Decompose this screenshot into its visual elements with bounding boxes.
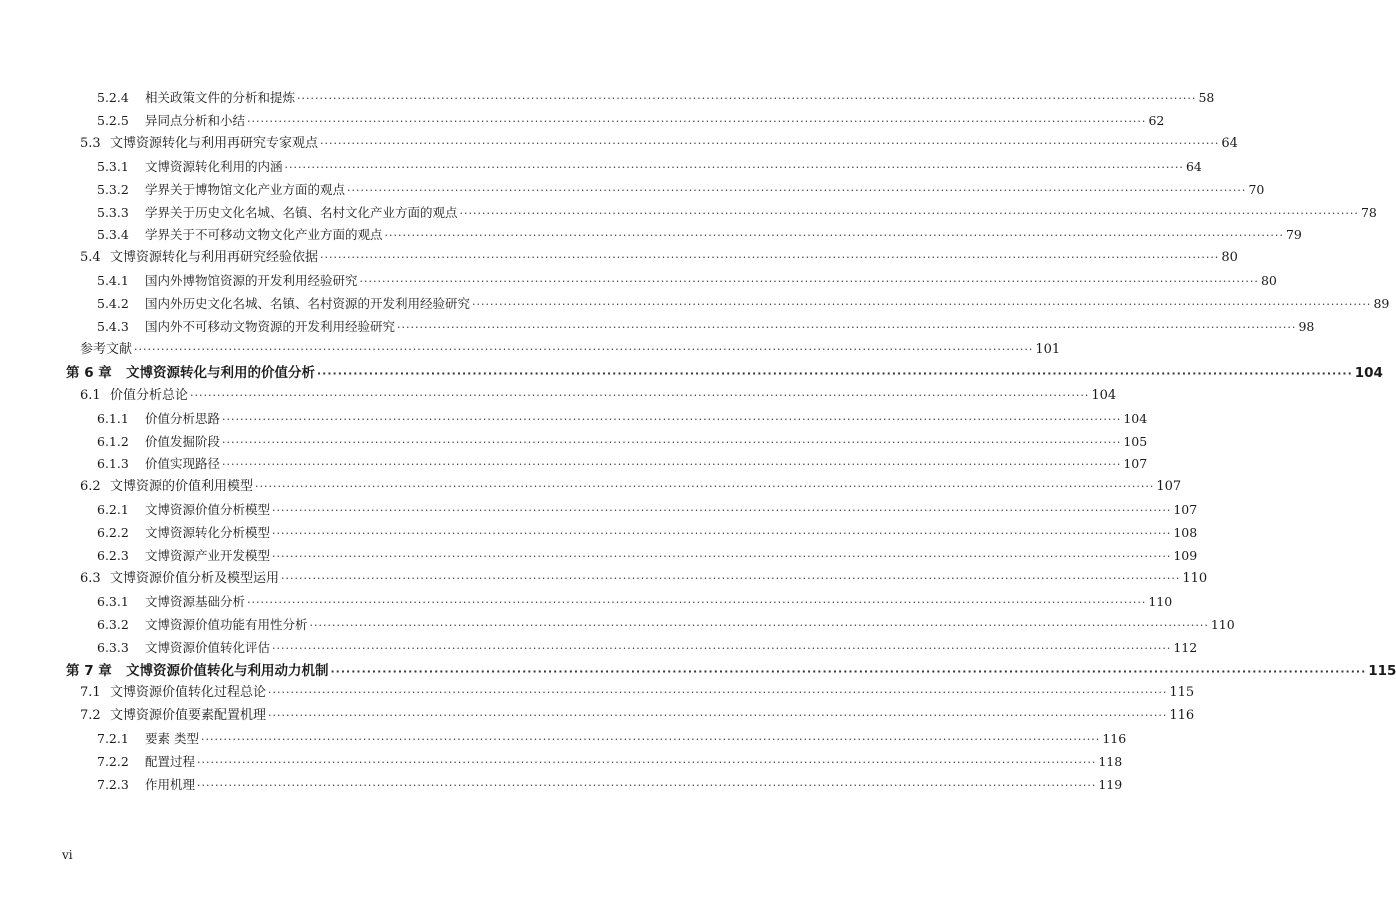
toc-entry (97, 637, 1198, 659)
toc-entry-page: 79 (1285, 227, 1302, 243)
toc-entry-page: 115 (1368, 662, 1396, 679)
toc-dot-leader: ········································································································································································································ (268, 709, 1168, 723)
toc-entry-title: 文博资源的价值利用模型 (110, 479, 254, 495)
toc-entry-number: 5.4 (80, 250, 101, 266)
toc-entry-number: 6.1.1 (97, 410, 129, 426)
toc-entry-page: 70 (1248, 181, 1265, 197)
toc-entry (80, 476, 1182, 498)
toc-entry-number: 6.2.2 (97, 525, 129, 541)
toc-dot-leader: ········································································································································································································ (272, 504, 1172, 518)
toc-dot-leader: ········································································································································································································ (317, 366, 1353, 380)
toc-entry-number: 6.2.3 (97, 548, 129, 563)
toc-entry-page: 104 (1123, 410, 1148, 426)
toc-entry-title: 国内外不可移动文物资源的开发利用经验研究 (145, 319, 396, 334)
toc-entry-title: 文博资源转化利用的内涵 (145, 158, 283, 174)
toc-dot-leader: ········································································································································································································ (330, 664, 1367, 678)
toc-entry (97, 431, 1148, 453)
toc-entry (97, 408, 1148, 430)
toc-entry-title: 价值分析总论 (110, 387, 189, 403)
toc-entry (97, 545, 1198, 567)
toc-entry-number: 5.3 (80, 135, 101, 151)
toc-dot-leader: ········································································································································································································ (320, 136, 1220, 150)
toc-entry-number: 7.2 (80, 708, 101, 724)
toc-entry-number: 5.3.1 (97, 158, 129, 174)
toc-entry-number: 6.3.3 (97, 639, 129, 655)
toc-entry-title: 文博资源价值分析模型 (145, 502, 271, 518)
toc-entry-page: 107 (1173, 502, 1198, 518)
toc-entry-number: 6.1.3 (97, 456, 129, 472)
toc-entry (97, 224, 1302, 246)
toc-entry-page: 101 (1035, 341, 1061, 357)
toc-entry-title: 文博资源价值转化过程总论 (110, 685, 267, 701)
toc-entry-number: 7.2.3 (97, 777, 129, 792)
toc-entry-title: 文博资源转化与利用的价值分析 (126, 364, 315, 381)
toc-entry (97, 110, 1165, 132)
toc-entry-number: 5.3.2 (97, 181, 129, 197)
toc-dot-leader: ········································································································································································································ (272, 527, 1172, 541)
toc-entry-title: 国内外博物馆资源的开发利用经验研究 (145, 273, 358, 289)
toc-entry (80, 385, 1117, 407)
toc-entry-page: 116 (1102, 731, 1127, 747)
toc-entry (97, 728, 1127, 750)
toc-dot-leader: ········································································································································································································ (309, 618, 1209, 632)
toc-entry-title: 文博资源转化与利用再研究经验依据 (110, 250, 319, 266)
toc-entry-number: 5.2.4 (97, 90, 129, 105)
toc-dot-leader: ········································································································································································································ (272, 550, 1172, 563)
toc-entry-title: 国内外历史文化名城、名镇、名村资源的开发利用经验研究 (145, 296, 471, 312)
toc-entry (97, 453, 1148, 475)
toc-entry-number: 7.1 (80, 685, 101, 701)
toc-entry (97, 87, 1215, 109)
toc-dot-leader: ········································································································································································································ (320, 251, 1220, 265)
toc-entry (80, 133, 1238, 155)
toc-entry-title: 文博资源价值要素配置机理 (110, 708, 267, 724)
toc-entry (97, 522, 1198, 544)
toc-dot-leader: ········································································································································································································ (284, 160, 1184, 174)
toc-dot-leader: ········································································································································································································ (272, 641, 1172, 655)
toc-entry-page: 116 (1169, 708, 1195, 724)
toc-entry (97, 774, 1123, 796)
toc-entry-page: 64 (1185, 158, 1202, 174)
toc-entry-page: 58 (1198, 90, 1215, 105)
toc-dot-leader: ········································································································································································································ (459, 206, 1359, 220)
toc-entry-title: 文博资源产业开发模型 (145, 548, 271, 563)
toc-entry (97, 591, 1173, 613)
toc-entry-number: 第 7 章 (66, 662, 112, 679)
toc-dot-leader: ········································································································································································································ (197, 756, 1097, 770)
toc-entry-number: 6.3.1 (97, 593, 129, 609)
toc-entry (97, 614, 1235, 636)
toc-chapter-entry (66, 362, 1383, 384)
toc-dot-leader: ········································································································································································································ (472, 298, 1372, 312)
toc-chapter-entry (66, 660, 1396, 682)
toc-entry-page: 104 (1091, 387, 1117, 403)
toc-entry (97, 751, 1123, 773)
toc-entry-number: 6.1.2 (97, 433, 129, 449)
toc-entry-title: 文博资源转化与利用再研究专家观点 (110, 135, 319, 151)
toc-entry-page: 110 (1182, 570, 1208, 586)
toc-entry-title: 文博资源价值分析及模型运用 (110, 570, 280, 586)
toc-entry-title: 学界关于博物馆文化产业方面的观点 (145, 181, 346, 197)
toc-dot-leader: ········································································································································································································ (190, 388, 1090, 402)
toc-dot-leader: ········································································································································································································ (222, 412, 1122, 426)
toc-entry (80, 339, 1061, 361)
toc-entry-page: 110 (1148, 593, 1173, 609)
toc-entry-title: 作用机理 (145, 777, 196, 792)
toc-entry (97, 293, 1390, 315)
toc-entry-number: 6.3 (80, 570, 101, 586)
toc-entry (97, 156, 1202, 178)
toc-entry-number: 6.3.2 (97, 616, 129, 632)
toc-entry-number: 6.2 (80, 479, 101, 495)
toc-entry-title: 文博资源转化分析模型 (145, 525, 271, 541)
toc-dot-leader: ········································································································································································································ (134, 342, 1034, 356)
toc-entry-page: 107 (1123, 456, 1148, 472)
toc-entry-title: 学界关于不可移动文物文化产业方面的观点 (145, 227, 383, 243)
toc-entry-title: 配置过程 (145, 754, 196, 770)
toc-entry-page: 118 (1098, 754, 1123, 770)
toc-entry (80, 682, 1195, 704)
toc-dot-leader: ········································································································································································································ (200, 733, 1101, 747)
toc-dot-leader: ········································································································································································································ (197, 779, 1097, 792)
toc-entry-page: 80 (1260, 273, 1277, 289)
toc-entry-number: 6.1 (80, 387, 101, 403)
toc-entry-title: 要素 类型 (145, 731, 199, 747)
toc-dot-leader: ········································································································································································································ (297, 92, 1197, 105)
toc-dot-leader: ········································································································································································································ (281, 571, 1181, 585)
toc-entry-page: 109 (1173, 548, 1198, 563)
toc-entry-title: 文博资源价值转化与利用动力机制 (126, 662, 329, 679)
toc-entry-title: 文博资源价值功能有用性分析 (145, 616, 308, 632)
toc-entry-page: 119 (1098, 777, 1123, 792)
toc-entry (97, 316, 1315, 338)
toc-entry-number: 5.4.1 (97, 273, 129, 289)
toc-entry-page: 108 (1173, 525, 1198, 541)
toc-entry-title: 价值实现路径 (145, 456, 221, 472)
toc-dot-leader: ········································································································································································································ (384, 229, 1284, 243)
toc-entry-page: 64 (1221, 135, 1238, 151)
toc-entry-number: 5.4.3 (97, 319, 129, 334)
toc-entry (97, 499, 1198, 521)
toc-entry-number: 5.2.5 (97, 112, 129, 128)
toc-entry-title: 异同点分析和小结 (145, 112, 246, 128)
toc-dot-leader: ········································································································································································································ (359, 275, 1259, 289)
toc-entry-title: 文博资源价值转化评估 (145, 639, 271, 655)
toc-dot-leader: ········································································································································································································ (255, 480, 1155, 494)
toc-dot-leader: ········································································································································································································ (222, 458, 1122, 472)
toc-entry-number: 5.3.4 (97, 227, 129, 243)
toc-entry-page: 115 (1169, 685, 1195, 701)
toc-entry (97, 179, 1265, 201)
toc-entry-title: 学界关于历史文化名城、名镇、名村文化产业方面的观点 (145, 204, 458, 220)
toc-dot-leader: ········································································································································································································ (268, 686, 1168, 700)
toc-entry-page: 78 (1360, 204, 1377, 220)
toc-entry-number: 7.2.1 (97, 731, 129, 747)
toc-entry-number: 7.2.2 (97, 754, 129, 770)
toc-entry (97, 202, 1377, 224)
toc-entry-page: 112 (1173, 639, 1198, 655)
toc-entry-page: 105 (1123, 433, 1148, 449)
toc-entry-page: 104 (1354, 364, 1383, 381)
toc-entry-page: 107 (1156, 479, 1182, 495)
toc-entry (80, 568, 1208, 590)
toc-entry-number: 5.4.2 (97, 296, 129, 312)
toc-entry-number: 5.3.3 (97, 204, 129, 220)
toc-dot-leader: ········································································································································································································ (222, 435, 1122, 449)
toc-entry-number: 第 6 章 (66, 364, 112, 381)
page-number-folio: vi (62, 848, 73, 862)
toc-entry-title: 价值分析思路 (145, 410, 221, 426)
toc-entry-number: 6.2.1 (97, 502, 129, 518)
toc-entry (80, 705, 1195, 727)
toc-dot-leader: ········································································································································································································ (247, 595, 1147, 609)
toc-dot-leader: ········································································································································································································ (347, 183, 1247, 197)
toc-entry-page: 98 (1298, 319, 1315, 334)
toc-entry-page: 80 (1221, 250, 1238, 266)
toc-entry-title: 价值发掘阶段 (145, 433, 221, 449)
toc-entry-page: 62 (1148, 112, 1165, 128)
toc-dot-leader: ········································································································································································································ (247, 114, 1147, 128)
toc-entry-title: 参考文献 (80, 341, 133, 357)
toc-dot-leader: ········································································································································································································ (397, 321, 1297, 334)
toc-entry-page: 89 (1373, 296, 1390, 312)
toc-entry (97, 270, 1277, 292)
toc-entry (80, 247, 1238, 269)
toc-entry-page: 110 (1210, 616, 1235, 632)
toc-entry-title: 文博资源基础分析 (145, 593, 246, 609)
toc-entry-title: 相关政策文件的分析和提炼 (145, 90, 296, 105)
